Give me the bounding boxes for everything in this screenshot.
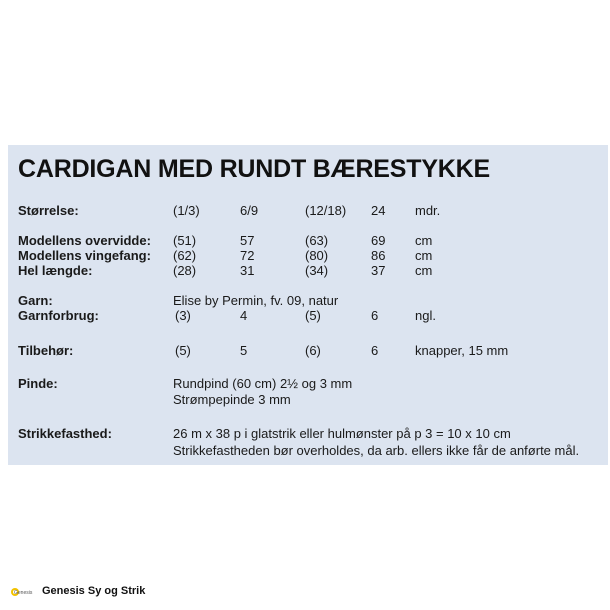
length-col2: 31 [240, 263, 255, 278]
wingspan-col4: 86 [371, 248, 386, 263]
size-col2: 6/9 [240, 203, 259, 218]
brand-name: Genesis Sy og Strik [42, 585, 146, 597]
chest-unit: cm [415, 233, 433, 248]
chest-col3: (63) [305, 233, 329, 248]
length-unit: cm [415, 263, 433, 278]
yarn-use-col1: (3) [175, 308, 191, 323]
accessories-label: Tilbehør: [18, 343, 74, 358]
accessories-col4: 6 [371, 343, 379, 358]
length-col3: (34) [305, 263, 329, 278]
chest-col1: (51) [173, 233, 197, 248]
length-col1: (28) [173, 263, 197, 278]
accessories-col3: (6) [305, 343, 321, 358]
gauge-label: Strikkefasthed: [18, 426, 112, 441]
wingspan-col2: 72 [240, 248, 255, 263]
yarn-use-col4: 6 [371, 308, 379, 323]
yarn-use-col3: (5) [305, 308, 321, 323]
needles-line2: Strømpepinde 3 mm [173, 392, 291, 407]
needles-label: Pinde: [18, 376, 58, 391]
length-col4: 37 [371, 263, 386, 278]
size-col1: (1/3) [173, 203, 200, 218]
yarn-use-unit: ngl. [415, 308, 436, 323]
size-label: Størrelse: [18, 203, 79, 218]
gauge-line2: Strikkefastheden bør overholdes, da arb. ellers ikke får de anførte mål. [173, 443, 580, 458]
yarn-use-label: Garnforbrug: [18, 308, 99, 323]
accessories-unit: knapper, 15 mm [415, 343, 509, 358]
wingspan-unit: cm [415, 248, 433, 263]
chest-label: Modellens overvidde: [18, 233, 151, 248]
needles-line1: Rundpind (60 cm) 2½ og 3 mm [173, 376, 353, 391]
gauge-line1: 26 m x 38 p i glatstrik eller hulmønster på p 3 = 10 x 10 cm [173, 426, 511, 441]
wingspan-col1: (62) [173, 248, 197, 263]
accessories-col2: 5 [240, 343, 248, 358]
chest-col2: 57 [240, 233, 255, 248]
wingspan-label: Modellens vingefang: [18, 248, 151, 263]
size-unit: mdr. [415, 203, 441, 218]
pattern-title: CARDIGAN MED RUNDT BÆRESTYKKE [18, 155, 490, 183]
footer [0, 580, 610, 610]
logo-text: Genesis [14, 590, 33, 596]
accessories-col1: (5) [175, 343, 191, 358]
chest-col4: 69 [371, 233, 386, 248]
size-col3: (12/18) [305, 203, 347, 218]
wingspan-col3: (80) [305, 248, 329, 263]
yarn-value: Elise by Permin, fv. 09, natur [173, 293, 339, 308]
size-col4: 24 [371, 203, 386, 218]
length-label: Hel længde: [18, 263, 93, 278]
yarn-label: Garn: [18, 293, 53, 308]
yarn-use-col2: 4 [240, 308, 248, 323]
